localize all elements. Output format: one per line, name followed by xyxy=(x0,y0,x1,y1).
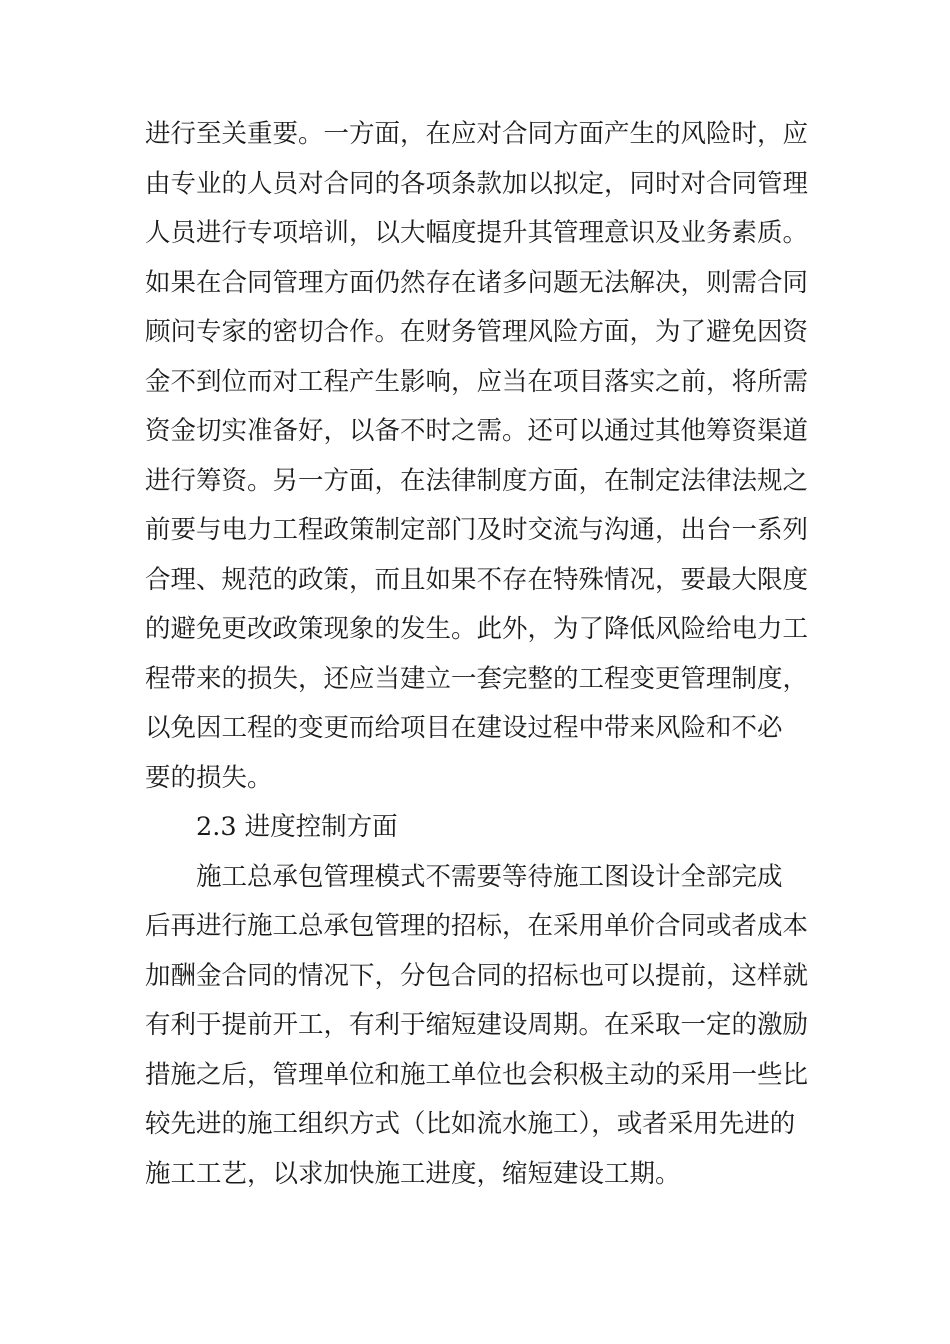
paragraph-line: 进行筹资。另一方面，在法律制度方面，在制定法律法规之 xyxy=(145,466,809,496)
paragraph-line: 如果在合同管理方面仍然存在诸多问题无法解决，则需合同 xyxy=(145,268,809,298)
paragraph-line: 进行至关重要。一方面，在应对合同方面产生的风险时，应 xyxy=(145,119,809,149)
paragraph-line: 顾问专家的密切合作。在财务管理风险方面，为了避免因资 xyxy=(145,317,809,347)
paragraph-line: 程带来的损失，还应当建立一套完整的工程变更管理制度， xyxy=(145,664,809,694)
paragraph-line: 金不到位而对工程产生影响，应当在项目落实之前，将所需 xyxy=(145,367,809,397)
paragraph-line: 由专业的人员对合同的各项条款加以拟定，同时对合同管理 xyxy=(145,169,809,199)
paragraph-line: 有利于提前开工，有利于缩短建设周期。在采取一定的激励 xyxy=(145,1010,809,1040)
paragraph-line: 施工总承包管理模式不需要等待施工图设计全部完成 xyxy=(196,862,783,892)
paragraph-line: 后再进行施工总承包管理的招标，在采用单价合同或者成本 xyxy=(145,911,809,941)
paragraph-line: 施工工艺，以求加快施工进度，缩短建设工期。 xyxy=(145,1159,681,1189)
section-heading: 2.3 进度控制方面 xyxy=(196,812,398,842)
paragraph-line: 加酬金合同的情况下，分包合同的招标也可以提前，这样就 xyxy=(145,961,809,991)
paragraph-line: 前要与电力工程政策制定部门及时交流与沟通，出台一系列 xyxy=(145,515,809,545)
paragraph-line: 要的损失。 xyxy=(145,763,273,793)
paragraph-line: 资金切实准备好，以备不时之需。还可以通过其他筹资渠道 xyxy=(145,416,809,446)
paragraph-line: 以免因工程的变更而给项目在建设过程中带来风险和不必 xyxy=(145,713,783,743)
paragraph-line: 人员进行专项培训，以大幅度提升其管理意识及业务素质。 xyxy=(145,218,809,248)
paragraph-line: 的避免更改政策现象的发生。此外，为了降低风险给电力工 xyxy=(145,614,809,644)
paragraph-line: 措施之后，管理单位和施工单位也会积极主动的采用一些比 xyxy=(145,1060,809,1090)
paragraph-line: 较先进的施工组织方式（比如流水施工），或者采用先进的 xyxy=(145,1109,796,1139)
paragraph-line: 合理、规范的政策，而且如果不存在特殊情况，要最大限度 xyxy=(145,565,809,595)
